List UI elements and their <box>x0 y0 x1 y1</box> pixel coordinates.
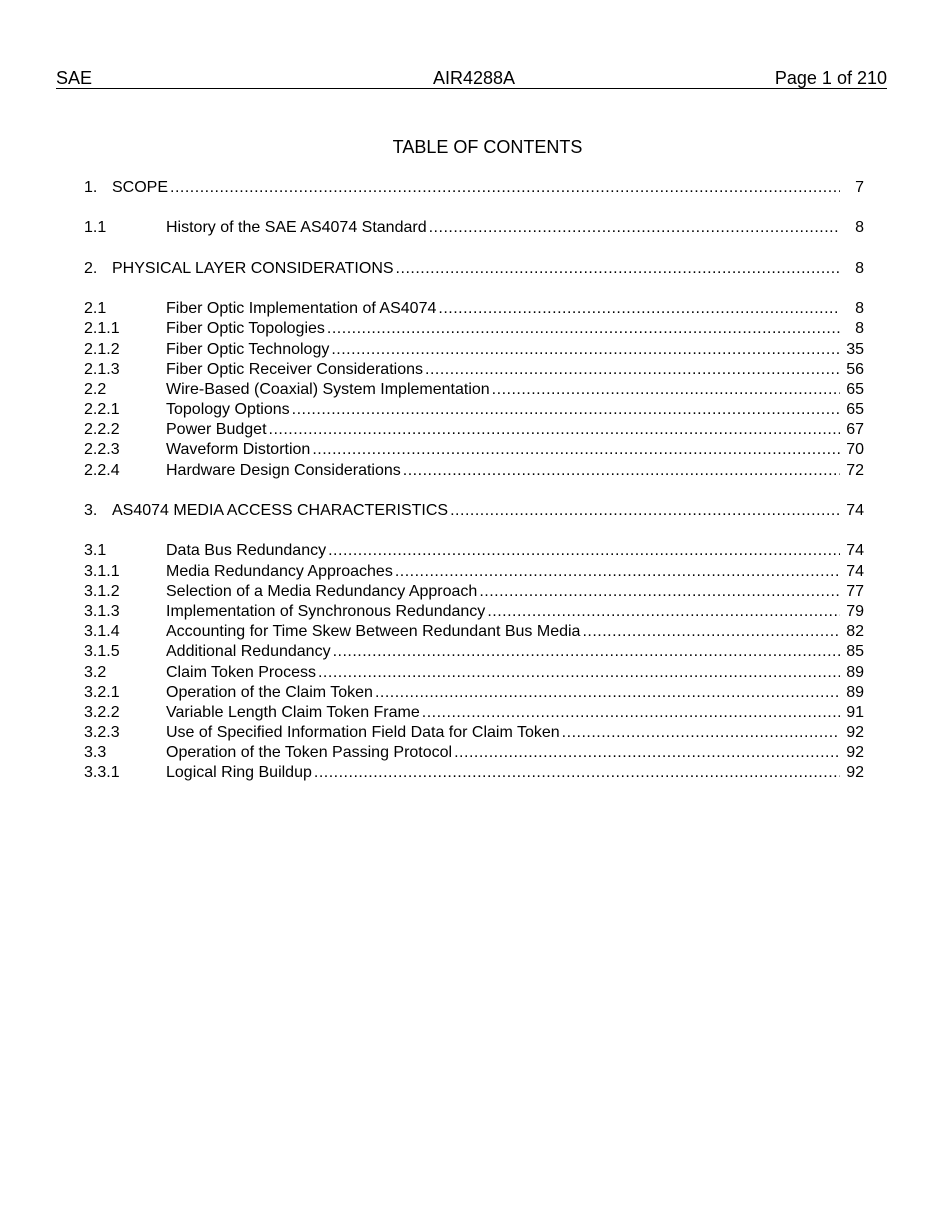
toc-dot-leader <box>454 743 840 763</box>
header-organization: SAE <box>56 68 93 88</box>
toc-entry[interactable] <box>84 562 864 582</box>
toc-entry-page: 8 <box>855 300 864 318</box>
toc-entry-line <box>166 380 864 400</box>
toc-entry-title: AS4074 MEDIA ACCESS CHARACTERISTICS <box>112 502 449 519</box>
toc-entry-number: 2.2.4 <box>84 461 120 479</box>
toc-entry-line <box>166 602 864 622</box>
toc-entry-title: Accounting for Time Skew Between Redundant Bus Media <box>166 623 581 641</box>
toc-entry[interactable] <box>84 319 864 339</box>
toc-entry-page: 70 <box>846 441 864 459</box>
toc-entry[interactable] <box>84 360 864 380</box>
toc-entry-page: 7 <box>855 179 864 196</box>
toc-entry-number: 3.3 <box>84 744 107 762</box>
toc-entry-page: 92 <box>846 764 864 782</box>
toc-entry-title: Additional Redundancy <box>166 643 331 661</box>
toc-entry-number: 3.1.5 <box>84 643 120 661</box>
toc-entry-page: 91 <box>846 703 864 721</box>
toc-dot-leader <box>403 461 840 481</box>
toc-entry-page: 85 <box>846 643 864 661</box>
toc-entry[interactable] <box>84 763 864 783</box>
toc-entry-number: 2. <box>84 259 98 277</box>
toc-entry-title: Media Redundancy Approaches <box>166 562 393 580</box>
toc-entry[interactable] <box>84 602 864 622</box>
toc-dot-leader <box>582 622 840 642</box>
page-header <box>56 68 887 89</box>
toc-entry-page: 74 <box>846 542 864 560</box>
toc-dot-leader <box>492 380 840 400</box>
toc-entry-number: 2.2.1 <box>84 401 120 419</box>
toc-dot-leader <box>425 360 840 380</box>
toc-entry[interactable] <box>84 703 864 723</box>
toc-entry[interactable] <box>84 642 864 662</box>
toc-entry-line <box>166 461 864 481</box>
toc-entry-line <box>112 501 864 521</box>
toc-entry-title: SCOPE <box>112 179 169 196</box>
toc-entry-number: 3.1.4 <box>84 623 120 641</box>
toc-entry-title: Power Budget <box>166 421 267 439</box>
toc-entry-page: 72 <box>846 461 864 479</box>
toc-entry-page: 89 <box>846 683 864 701</box>
toc-entry-number: 3.2 <box>84 663 107 681</box>
toc-entry-number: 1. <box>84 179 98 196</box>
toc-dot-leader <box>429 218 840 238</box>
toc-entry-title: Variable Length Claim Token Frame <box>166 703 420 721</box>
toc-entry-title: Selection of a Media Redundancy Approach <box>166 582 478 600</box>
toc-entry[interactable] <box>84 299 864 319</box>
toc-dot-leader <box>328 541 840 561</box>
toc-entry-line <box>166 562 864 582</box>
toc-entry-title: Wire-Based (Coaxial) System Implementation <box>166 380 490 398</box>
toc-entry[interactable] <box>84 683 864 703</box>
toc-entry-line <box>166 663 864 683</box>
table-of-contents <box>84 178 864 784</box>
toc-entry-page: 82 <box>846 623 864 641</box>
toc-entry[interactable] <box>84 340 864 360</box>
toc-entry-line <box>166 360 864 380</box>
toc-entry-title: Fiber Optic Receiver Considerations <box>166 360 423 378</box>
toc-entry-line <box>166 541 864 561</box>
toc-entry[interactable] <box>84 743 864 763</box>
toc-entry-page: 35 <box>846 340 864 358</box>
toc-entry-number: 2.1.1 <box>84 320 120 338</box>
toc-entry-page: 8 <box>855 320 864 338</box>
toc-entry-title: Operation of the Token Passing Protocol <box>166 744 453 762</box>
toc-entry-page: 79 <box>846 602 864 620</box>
toc-entry-number: 3.1.2 <box>84 582 120 600</box>
toc-entry-title: Data Bus Redundancy <box>166 542 327 560</box>
toc-entry-number: 3.2.3 <box>84 724 120 742</box>
toc-entry[interactable] <box>84 663 864 683</box>
header-document-number: AIR4288A <box>433 68 516 88</box>
toc-dot-leader <box>331 340 840 360</box>
toc-entry-line <box>166 319 864 339</box>
toc-entry-page: 77 <box>846 582 864 600</box>
toc-dot-leader <box>396 259 840 279</box>
toc-entry-number: 2.1.2 <box>84 340 120 358</box>
toc-entry-page: 65 <box>846 401 864 419</box>
toc-entry-number: 2.2 <box>84 380 107 398</box>
toc-entry-title: Use of Specified Information Field Data for Claim Token <box>166 724 560 742</box>
toc-entry-title: Hardware Design Considerations <box>166 461 401 479</box>
toc-entry[interactable] <box>84 582 864 602</box>
toc-entry-line <box>166 299 864 319</box>
toc-entry-title: PHYSICAL LAYER CONSIDERATIONS <box>112 259 394 277</box>
toc-dot-leader <box>269 420 840 440</box>
toc-entry-page: 92 <box>846 724 864 742</box>
toc-entry-title: Fiber Optic Implementation of AS4074 <box>166 300 437 318</box>
toc-entry-line <box>166 400 864 420</box>
toc-entry-title: Waveform Distortion <box>166 441 311 459</box>
toc-entry-title: History of the SAE AS4074 Standard <box>166 219 427 237</box>
toc-entry-line <box>166 763 864 783</box>
toc-entry-page: 8 <box>855 219 864 237</box>
toc-entry-line <box>166 420 864 440</box>
toc-entry-page: 74 <box>846 562 864 580</box>
toc-entry-title: Topology Options <box>166 401 290 419</box>
toc-dot-leader <box>292 400 840 420</box>
toc-dot-leader <box>318 663 840 683</box>
toc-entry-number: 2.2.2 <box>84 421 120 439</box>
toc-dot-leader <box>479 582 840 602</box>
toc-entry-number: 2.1.3 <box>84 360 120 378</box>
toc-entry-number: 1.1 <box>84 219 107 237</box>
toc-entry-number: 3.1 <box>84 542 107 560</box>
toc-entry[interactable] <box>84 461 864 481</box>
toc-dot-leader <box>375 683 840 703</box>
toc-entry-line <box>166 582 864 602</box>
toc-entry[interactable] <box>84 259 864 279</box>
toc-entry-number: 3. <box>84 502 98 519</box>
toc-entry-line <box>166 723 864 743</box>
toc-dot-leader <box>395 562 840 582</box>
toc-entry-line <box>166 683 864 703</box>
toc-dot-leader <box>312 440 840 460</box>
toc-dot-leader <box>170 178 840 198</box>
toc-entry-number: 2.2.3 <box>84 441 120 459</box>
toc-entry[interactable] <box>84 420 864 440</box>
toc-entry-title: Operation of the Claim Token <box>166 683 373 701</box>
toc-entry-number: 3.2.2 <box>84 703 120 721</box>
toc-entry-page: 92 <box>846 744 864 762</box>
toc-entry-page: 56 <box>846 360 864 378</box>
toc-entry-number: 3.3.1 <box>84 764 120 782</box>
toc-entry-line <box>166 743 864 763</box>
toc-entry-number: 3.2.1 <box>84 683 120 701</box>
toc-entry[interactable] <box>84 178 864 198</box>
toc-entry[interactable] <box>84 380 864 400</box>
toc-entry-line <box>166 642 864 662</box>
toc-entry-line <box>112 178 864 198</box>
toc-dot-leader <box>422 703 840 723</box>
toc-entry-line <box>112 259 864 279</box>
toc-entry-title: Fiber Optic Technology <box>166 340 330 358</box>
toc-entry-number: 3.1.1 <box>84 562 120 580</box>
toc-entry-title: Claim Token Process <box>166 663 316 681</box>
toc-entry[interactable] <box>84 218 864 238</box>
toc-dot-leader <box>327 319 840 339</box>
toc-entry-page: 89 <box>846 663 864 681</box>
toc-entry-page: 67 <box>846 421 864 439</box>
toc-entry-line <box>166 440 864 460</box>
toc-entry-number: 3.1.3 <box>84 602 120 620</box>
toc-entry-line <box>166 218 864 238</box>
toc-entry[interactable] <box>84 400 864 420</box>
toc-dot-leader <box>562 723 840 743</box>
toc-entry-title: Fiber Optic Topologies <box>166 320 325 338</box>
toc-entry-page: 65 <box>846 380 864 398</box>
toc-entry[interactable] <box>84 501 864 521</box>
toc-entry-title: Implementation of Synchronous Redundancy <box>166 602 486 620</box>
header-page-number: Page 1 of 210 <box>774 68 887 88</box>
toc-dot-leader <box>450 501 840 521</box>
toc-entry[interactable] <box>84 622 864 642</box>
toc-title: TABLE OF CONTENTS <box>392 137 583 157</box>
toc-dot-leader <box>438 299 840 319</box>
toc-entry-page: 74 <box>846 502 864 519</box>
toc-dot-leader <box>314 763 840 783</box>
toc-entry-number: 2.1 <box>84 300 107 318</box>
toc-entry-page: 8 <box>855 259 864 277</box>
toc-entry[interactable] <box>84 440 864 460</box>
toc-dot-leader <box>333 642 840 662</box>
toc-entry-line <box>166 340 864 360</box>
toc-dot-leader <box>487 602 840 622</box>
toc-entry-line <box>166 703 864 723</box>
toc-entry[interactable] <box>84 723 864 743</box>
toc-entry-title: Logical Ring Buildup <box>166 764 312 782</box>
toc-entry-line <box>166 622 864 642</box>
toc-entry[interactable] <box>84 541 864 561</box>
